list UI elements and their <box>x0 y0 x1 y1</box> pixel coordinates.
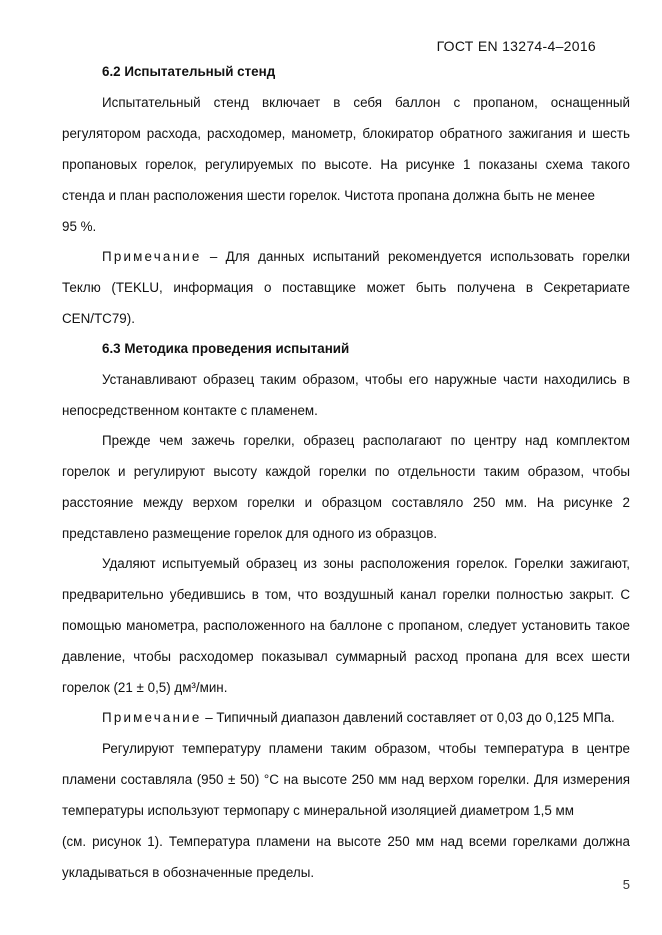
paragraph-line: давление, чтобы расходомер показывал суммарный расход пропана для всех шести <box>62 649 630 664</box>
paragraph-line: предварительно убедившись в том, что воздушный канал горелки полностью закрыт. С <box>62 587 630 602</box>
paragraph-line: температуры используют термопару с минеральной изоляцией диаметром 1,5 мм <box>62 803 574 818</box>
note-text: – Типичный диапазон давлений составляет от 0,03 до 0,125 МПа. <box>201 710 615 725</box>
paragraph-line: непосредственном контакте с пламенем. <box>62 403 318 418</box>
paragraph-line: стенда и план расположения шести горелок. Чистота пропана должна быть не менее <box>62 188 595 203</box>
paragraph-line: пропановых горелок, регулируемых по высоте. На рисунке 1 показаны схема такого <box>62 157 630 172</box>
paragraph-line: Прежде чем зажечь горелки, образец располагают по центру над комплектом <box>102 433 630 448</box>
paragraph-line: помощью манометра, расположенного на баллоне с пропаном, следует установить такое <box>62 618 630 633</box>
paragraph-line: пламени составляла (950 ± 50) °С на высоте 250 мм над верхом горелки. Для измерения <box>62 772 630 787</box>
paragraph <box>62 425 630 549</box>
note <box>62 241 630 334</box>
paragraph-line: укладываться в обозначенные пределы. <box>62 865 315 880</box>
paragraph-line: регулятором расхода, расходомер, манометр, блокиратор обратного зажигания и шесть <box>62 126 630 141</box>
section-heading-6-3: 6.3 Методика проведения испытаний <box>102 341 350 356</box>
paragraph-line: Удаляют испытуемый образец из зоны расположения горелок. Горелки зажигают, <box>102 556 630 571</box>
paragraph-line: представлено размещение горелок для одного из образцов. <box>62 526 438 541</box>
note-line <box>62 702 630 733</box>
note <box>62 702 630 733</box>
paragraph <box>62 548 630 703</box>
paragraph-line: (см. рисунок 1). Температура пламени на высоте 250 мм над всеми горелками должна <box>62 834 630 849</box>
paragraph-line: 95 %. <box>62 219 97 234</box>
paragraph-line: Устанавливают образец таким образом, чтобы его наружные части находились в <box>102 372 630 387</box>
paragraph-line: расстояние между верхом горелки и образцом составляло 250 мм. На рисунке 2 <box>62 495 630 510</box>
note-text: – Для данных испытаний рекомендуется использовать горелки <box>201 249 630 264</box>
note-line <box>62 241 630 272</box>
paragraph-line: горелок (21 ± 0,5) дм³/мин. <box>62 680 228 695</box>
document-number: ГОСТ EN 13274-4–2016 <box>436 38 596 54</box>
note-label: Примечание <box>102 710 202 725</box>
paragraph <box>62 364 630 426</box>
paragraph-line: Регулируют температуру пламени таким образом, чтобы температура в центре <box>102 741 630 756</box>
paragraph-line: горелок и регулируют высоту каждой горелки по отдельности таким образом, чтобы <box>62 464 630 479</box>
paragraph-line: Испытательный стенд включает в себя баллон с пропаном, оснащенный <box>102 95 630 110</box>
note-line: Теклю (TEKLU, информация о поставщике может быть получена в Секретариате <box>62 280 630 295</box>
section-heading-6-2: 6.2 Испытательный стенд <box>102 64 276 79</box>
paragraph <box>62 87 630 242</box>
note-line: CEN/TC79). <box>62 311 135 326</box>
paragraph <box>62 733 630 888</box>
note-label: Примечание <box>102 249 202 264</box>
page-number: 5 <box>622 877 630 892</box>
